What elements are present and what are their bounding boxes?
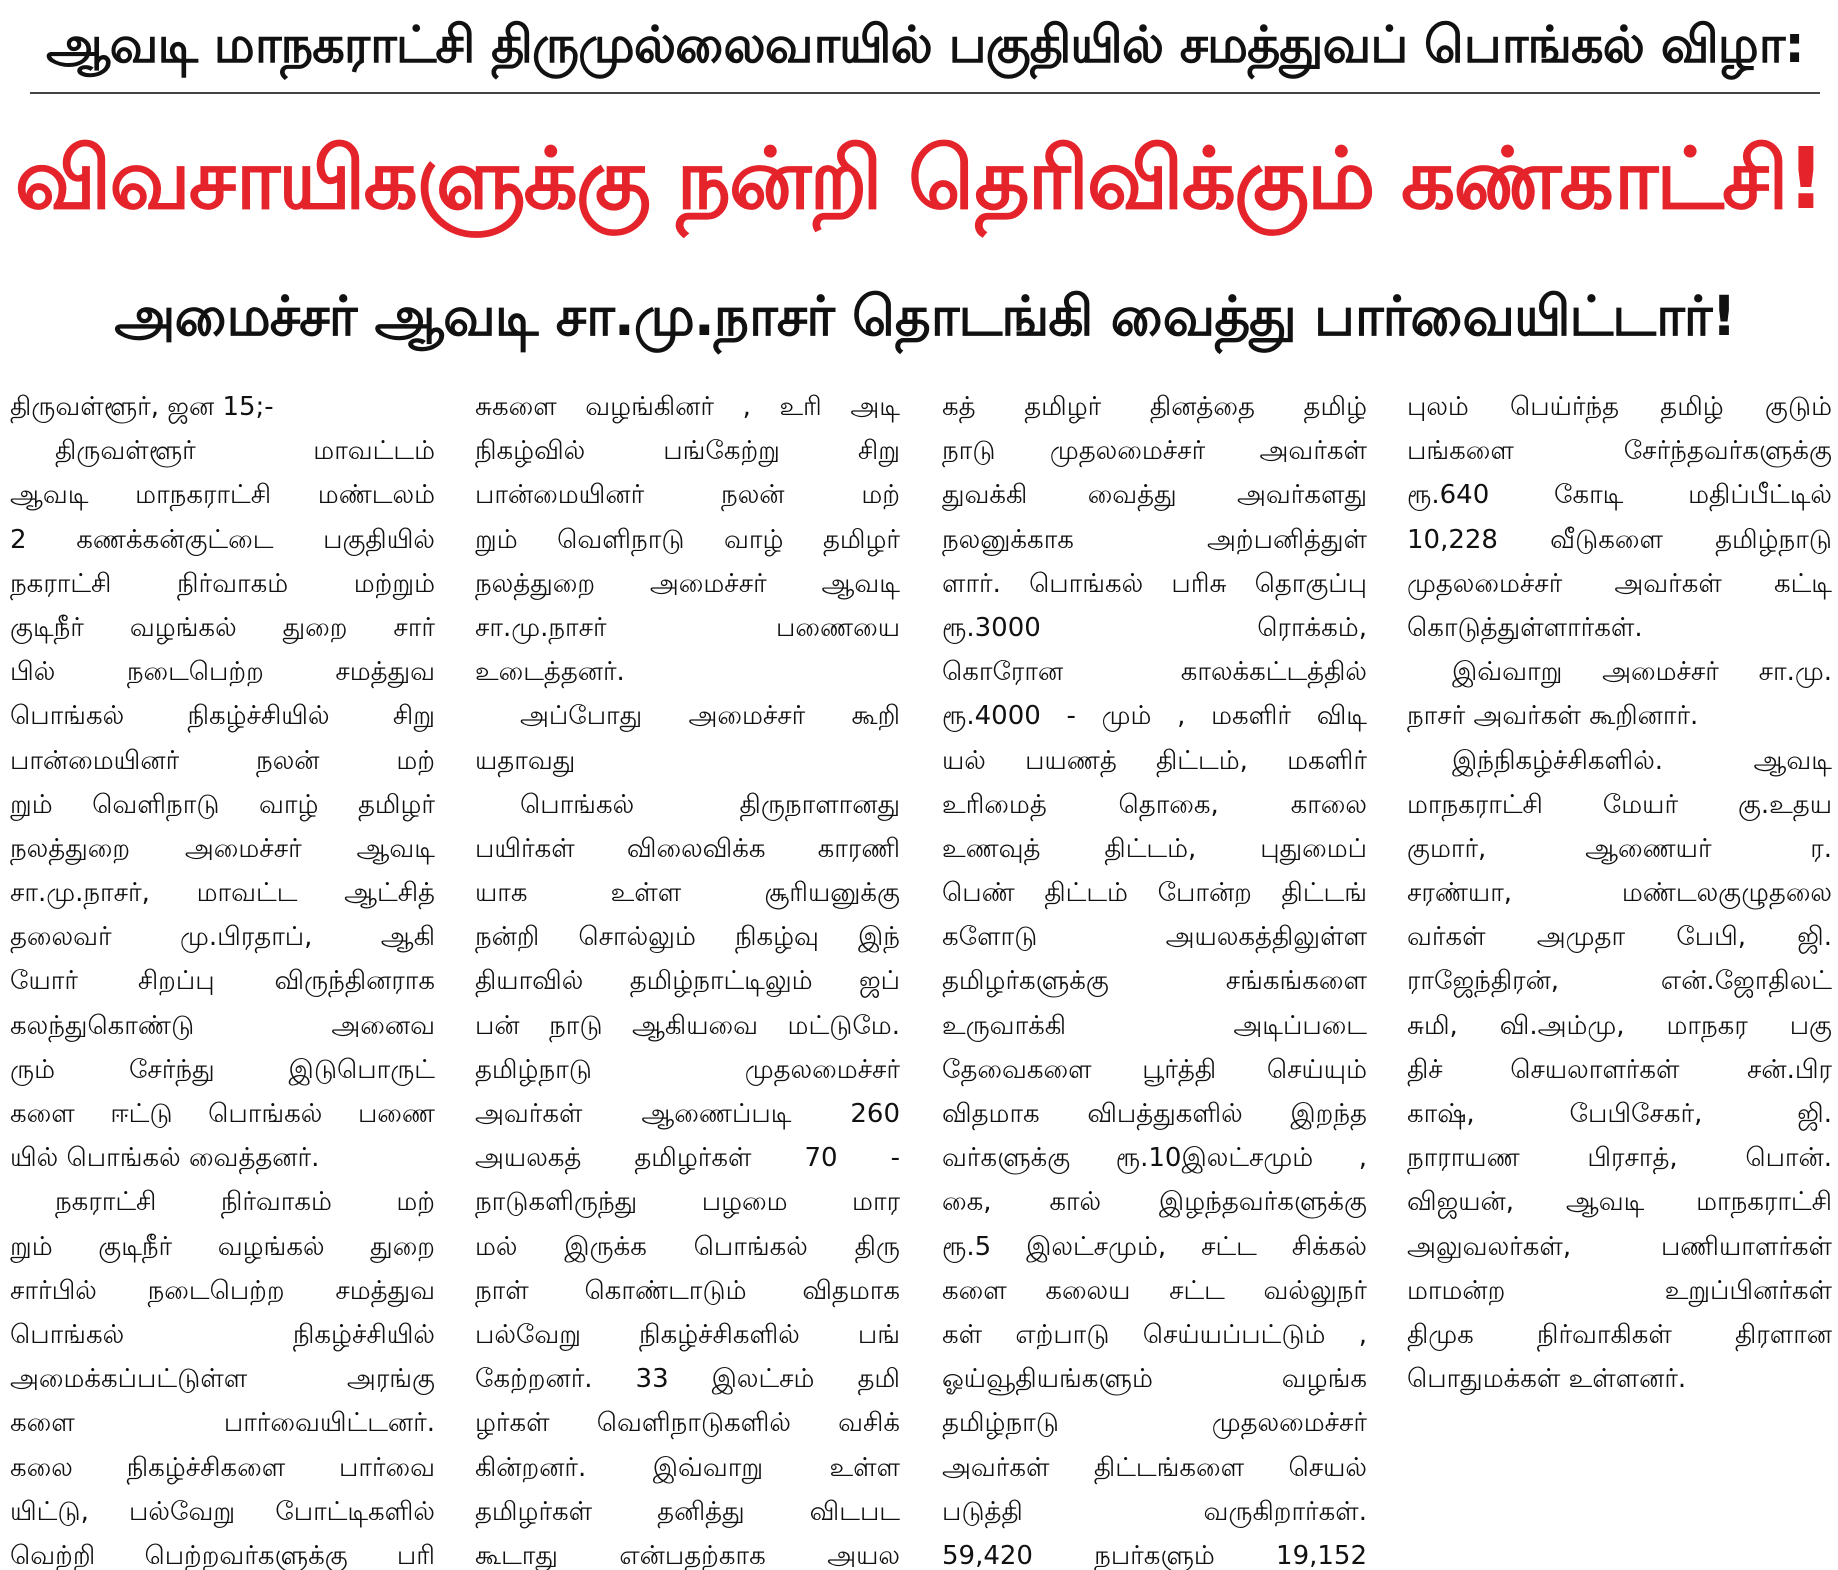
article-line: தமிழ்நாடு முதலமைச்சர்: [942, 1408, 1367, 1439]
article-line: பொதுமக்கள் உள்ளனர்.: [1407, 1364, 1687, 1395]
article-line: மல் இருக்க பொங்கல் திரு: [475, 1231, 900, 1262]
article-line: சார்பில் நடைபெற்ற சமத்துவ: [10, 1275, 435, 1306]
article-column-4: [1407, 385, 1832, 1570]
article-line: தேவைகளை பூர்த்தி செய்யும்: [942, 1054, 1367, 1085]
article-line: ரூ.3000 ரொக்கம்,: [942, 612, 1367, 643]
article-line: உரிமைத் தொகை, காலை: [942, 789, 1367, 820]
article-line: அவர்கள் திட்டங்களை செயல்: [942, 1452, 1367, 1483]
article-line: வெற்றி பெற்றவர்களுக்கு பரி: [10, 1540, 435, 1570]
article-line: மாமன்ற உறுப்பினர்கள்: [1407, 1275, 1832, 1306]
article-line: அயலகத் தமிழர்கள் 70 -: [475, 1143, 900, 1174]
article-line: பொங்கல் நிகழ்ச்சியில்: [10, 1319, 435, 1350]
article-line: யதாவது: [475, 745, 576, 776]
article-line: 10,228 வீடுகளை தமிழ்நாடு: [1407, 524, 1832, 555]
article-column-2: [475, 385, 900, 1570]
article-line: நிகழ்வில் பங்கேற்று சிறு: [475, 436, 900, 467]
article-line: றும் வெளிநாடு வாழ் தமிழர்: [10, 789, 435, 820]
article-line: விதமாக விபத்துகளில் இறந்த: [942, 1099, 1367, 1129]
article-line: ரூ.640 கோடி மதிப்பீட்டில்: [1407, 480, 1832, 511]
article-line: துவக்கி வைத்து அவர்களது: [942, 480, 1367, 511]
article-line: களை பார்வையிட்டனர்.: [10, 1408, 435, 1439]
article-line: ரூ.4000 - மும் , மகளிர் விடி: [942, 701, 1367, 732]
article-line: பெண் திட்டம் போன்ற திட்டங்: [942, 878, 1367, 909]
article-line: கொடுத்துள்ளார்கள்.: [1407, 612, 1643, 643]
article-line: 2 கணக்கன்குட்டை பகுதியில்: [10, 524, 435, 555]
article-line: அவர்கள் ஆணைப்படி 260: [475, 1099, 900, 1129]
article-line: மாநகராட்சி மேயர் கு.உதய: [1407, 789, 1832, 820]
article-line: களை ஈட்டு பொங்கல் பணை: [10, 1099, 435, 1129]
article-line: றும் குடிநீர் வழங்கல் துறை: [10, 1231, 435, 1262]
article-line: விஜயன், ஆவடி மாநகராட்சி: [1407, 1187, 1832, 1218]
article-line: சா.மு.நாசர் பணையை: [475, 612, 900, 643]
article-line: நன்றி சொல்லும் நிகழ்வு இந்: [475, 922, 900, 953]
article-line: ராஜேந்திரன், என்.ஜோதிலட்: [1407, 966, 1832, 997]
article-line: அமைக்கப்பட்டுள்ள அரங்கு: [10, 1364, 435, 1395]
article-line: உருவாக்கி அடிப்படை: [942, 1010, 1367, 1041]
article-line: நலத்துறை அமைச்சர் ஆவடி: [475, 568, 900, 599]
article-line: ஓய்வூதியங்களும் வழங்க: [942, 1364, 1367, 1395]
article-line: நாராயண பிரசாத், பொன்.: [1407, 1143, 1832, 1174]
article-line: திருவள்ளூர், ஜன 15;-: [10, 392, 274, 422]
article-line: தலைவர் மு.பிரதாப், ஆகி: [10, 922, 435, 953]
article-line: தமிழர்கள் தனித்து விடபட: [475, 1496, 900, 1527]
article-line: அப்போது அமைச்சர் கூறி: [520, 701, 900, 732]
headline-main: விவசாயிகளுக்கு நன்றி தெரிவிக்கும் கண்காட்சி!: [14, 130, 1824, 229]
article-line: இவ்வாறு அமைச்சர் சா.மு.: [1452, 657, 1832, 688]
headline-divider: [30, 92, 1820, 94]
article-line: கின்றனர். இவ்வாறு உள்ள: [475, 1452, 900, 1483]
article-line: யாக உள்ள சூரியனுக்கு: [475, 878, 900, 909]
article-line: குமார், ஆணையர் ர.: [1407, 833, 1832, 864]
article-line: அலுவலர்கள், பணியாளர்கள்: [1407, 1231, 1832, 1262]
article-line: பொங்கல் திருநாளானது: [520, 789, 900, 820]
article-line: சரண்யா, மண்டலகுழுதலை: [1407, 878, 1832, 909]
article-line: நலனுக்காக அற்பனித்துள்: [942, 524, 1367, 555]
article-line: றும் வெளிநாடு வாழ் தமிழர்: [475, 524, 900, 555]
article-line: உணவுத் திட்டம், புதுமைப்: [942, 833, 1367, 864]
article-line: ரூ.5 இலட்சமும், சட்ட சிக்கல்: [942, 1231, 1367, 1262]
article-line: திச் செயலாளர்கள் சன்.பிர: [1407, 1054, 1832, 1085]
article-line: நாடுகளிருந்து பழமை மார: [475, 1187, 900, 1218]
article-line: நாள் கொண்டாடும் விதமாக: [475, 1275, 900, 1306]
article-line: யல் பயணத் திட்டம், மகளிர்: [942, 745, 1367, 776]
article-line: பில் நடைபெற்ற சமத்துவ: [10, 657, 435, 688]
article-line: யிட்டு, பல்வேறு போட்டிகளில்: [10, 1496, 435, 1527]
article-line: ஆவடி மாநகராட்சி மண்டலம்: [10, 480, 435, 511]
article-line: இந்நிகழ்ச்சிகளில். ஆவடி: [1452, 745, 1832, 776]
article-line: முதலமைச்சர் அவர்கள் கட்டி: [1407, 568, 1832, 599]
article-line: பன் நாடு ஆகியவை மட்டுமே.: [475, 1010, 900, 1041]
article-line: உடைத்தனர்.: [475, 657, 625, 688]
article-line: நாடு முதலமைச்சர் அவர்கள்: [942, 436, 1367, 467]
article-line: பொங்கல் நிகழ்ச்சியில் சிறு: [10, 701, 435, 732]
article-line: கலந்துகொண்டு அனைவ: [10, 1010, 435, 1041]
article-line: கலை நிகழ்ச்சிகளை பார்வை: [10, 1452, 435, 1483]
article-line: கள் எற்பாடு செய்யப்பட்டும் ,: [942, 1319, 1367, 1350]
article-line: யோர் சிறப்பு விருந்தினராக: [10, 966, 435, 997]
article-line: ளார். பொங்கல் பரிசு தொகுப்பு: [942, 568, 1367, 599]
article-line: சுமி, வி.அம்மு, மாநகர பகு: [1407, 1010, 1832, 1041]
article-line: நலத்துறை அமைச்சர் ஆவடி: [10, 833, 435, 864]
article-line: ரும் சேர்ந்து இடுபொருட்: [10, 1054, 435, 1085]
article-line: 59,420 நபர்களும் 19,152: [942, 1540, 1367, 1570]
article-line: திருவள்ளூர் மாவட்டம்: [55, 436, 435, 467]
article-line: பயிர்கள் விலைவிக்க காரணி: [475, 833, 900, 864]
article-line: கை, கால் இழந்தவர்களுக்கு: [942, 1187, 1367, 1218]
article-line: பல்வேறு நிகழ்ச்சிகளில் பங்: [475, 1319, 900, 1350]
headline-sub: அமைச்சர் ஆவடி சா.மு.நாசர் தொடங்கி வைத்து பார்வையிட்டார்!: [114, 284, 1736, 348]
article-line: தியாவில் தமிழ்நாட்டிலும் ஜப்: [475, 966, 900, 997]
article-line: படுத்தி வருகிறார்கள்.: [942, 1496, 1367, 1527]
article-line: களை கலைய சட்ட வல்லுநர்: [942, 1275, 1367, 1306]
article-line: பான்மையினர் நலன் மற்: [475, 480, 900, 511]
article-line: குடிநீர் வழங்கல் துறை சார்: [10, 612, 435, 643]
article-line: புலம் பெய்ர்ந்த தமிழ் குடும்: [1407, 392, 1832, 422]
article-line: சுகளை வழங்கினர் , உரி அடி: [475, 392, 900, 422]
article-line: களோடு அயலகத்திலுள்ள: [942, 922, 1367, 953]
article-line: நகராட்சி நிர்வாகம் மற்றும்: [10, 568, 435, 599]
article-line: நாசர் அவர்கள் கூறினார்.: [1407, 701, 1699, 732]
article-line: பான்மையினர் நலன் மற்: [10, 745, 435, 776]
article-line: காஷ், பேபிசேகர், ஜி.: [1407, 1099, 1832, 1129]
article-line: தமிழர்களுக்கு சங்கங்களை: [942, 966, 1367, 997]
article-column-1: [10, 385, 435, 1570]
article-line: கூடாது என்பதற்காக அயல: [475, 1540, 900, 1570]
article-line: வர்களுக்கு ரூ.10இலட்சமும் ,: [942, 1143, 1367, 1174]
article-line: கொரோன காலக்கட்டத்தில்: [942, 657, 1367, 688]
headline-kicker: ஆவடி மாநகராட்சி திருமுல்லைவாயில் பகுதியில் சமத்துவப் பொங்கல் விழா:: [46, 15, 1804, 75]
article-line: கேற்றனர். 33 இலட்சம் தமி: [475, 1364, 900, 1395]
article-line: யில் பொங்கல் வைத்தனர்.: [10, 1143, 320, 1174]
article-column-3: [942, 385, 1367, 1570]
article-line: பங்களை சேர்ந்தவர்களுக்கு: [1407, 436, 1832, 467]
article-line: ழர்கள் வெளிநாடுகளில் வசிக்: [475, 1408, 900, 1439]
article-line: கத் தமிழர் தினத்தை தமிழ்: [942, 392, 1367, 422]
article-line: சா.மு.நாசர், மாவட்ட ஆட்சித்: [10, 878, 435, 909]
article-line: நகராட்சி நிர்வாகம் மற்: [55, 1187, 435, 1218]
article-line: வர்கள் அமுதா பேபி, ஜி.: [1407, 922, 1832, 953]
article-line: தமிழ்நாடு முதலமைச்சர்: [475, 1054, 900, 1085]
article-line: திமுக நிர்வாகிகள் திரளான: [1407, 1319, 1832, 1350]
